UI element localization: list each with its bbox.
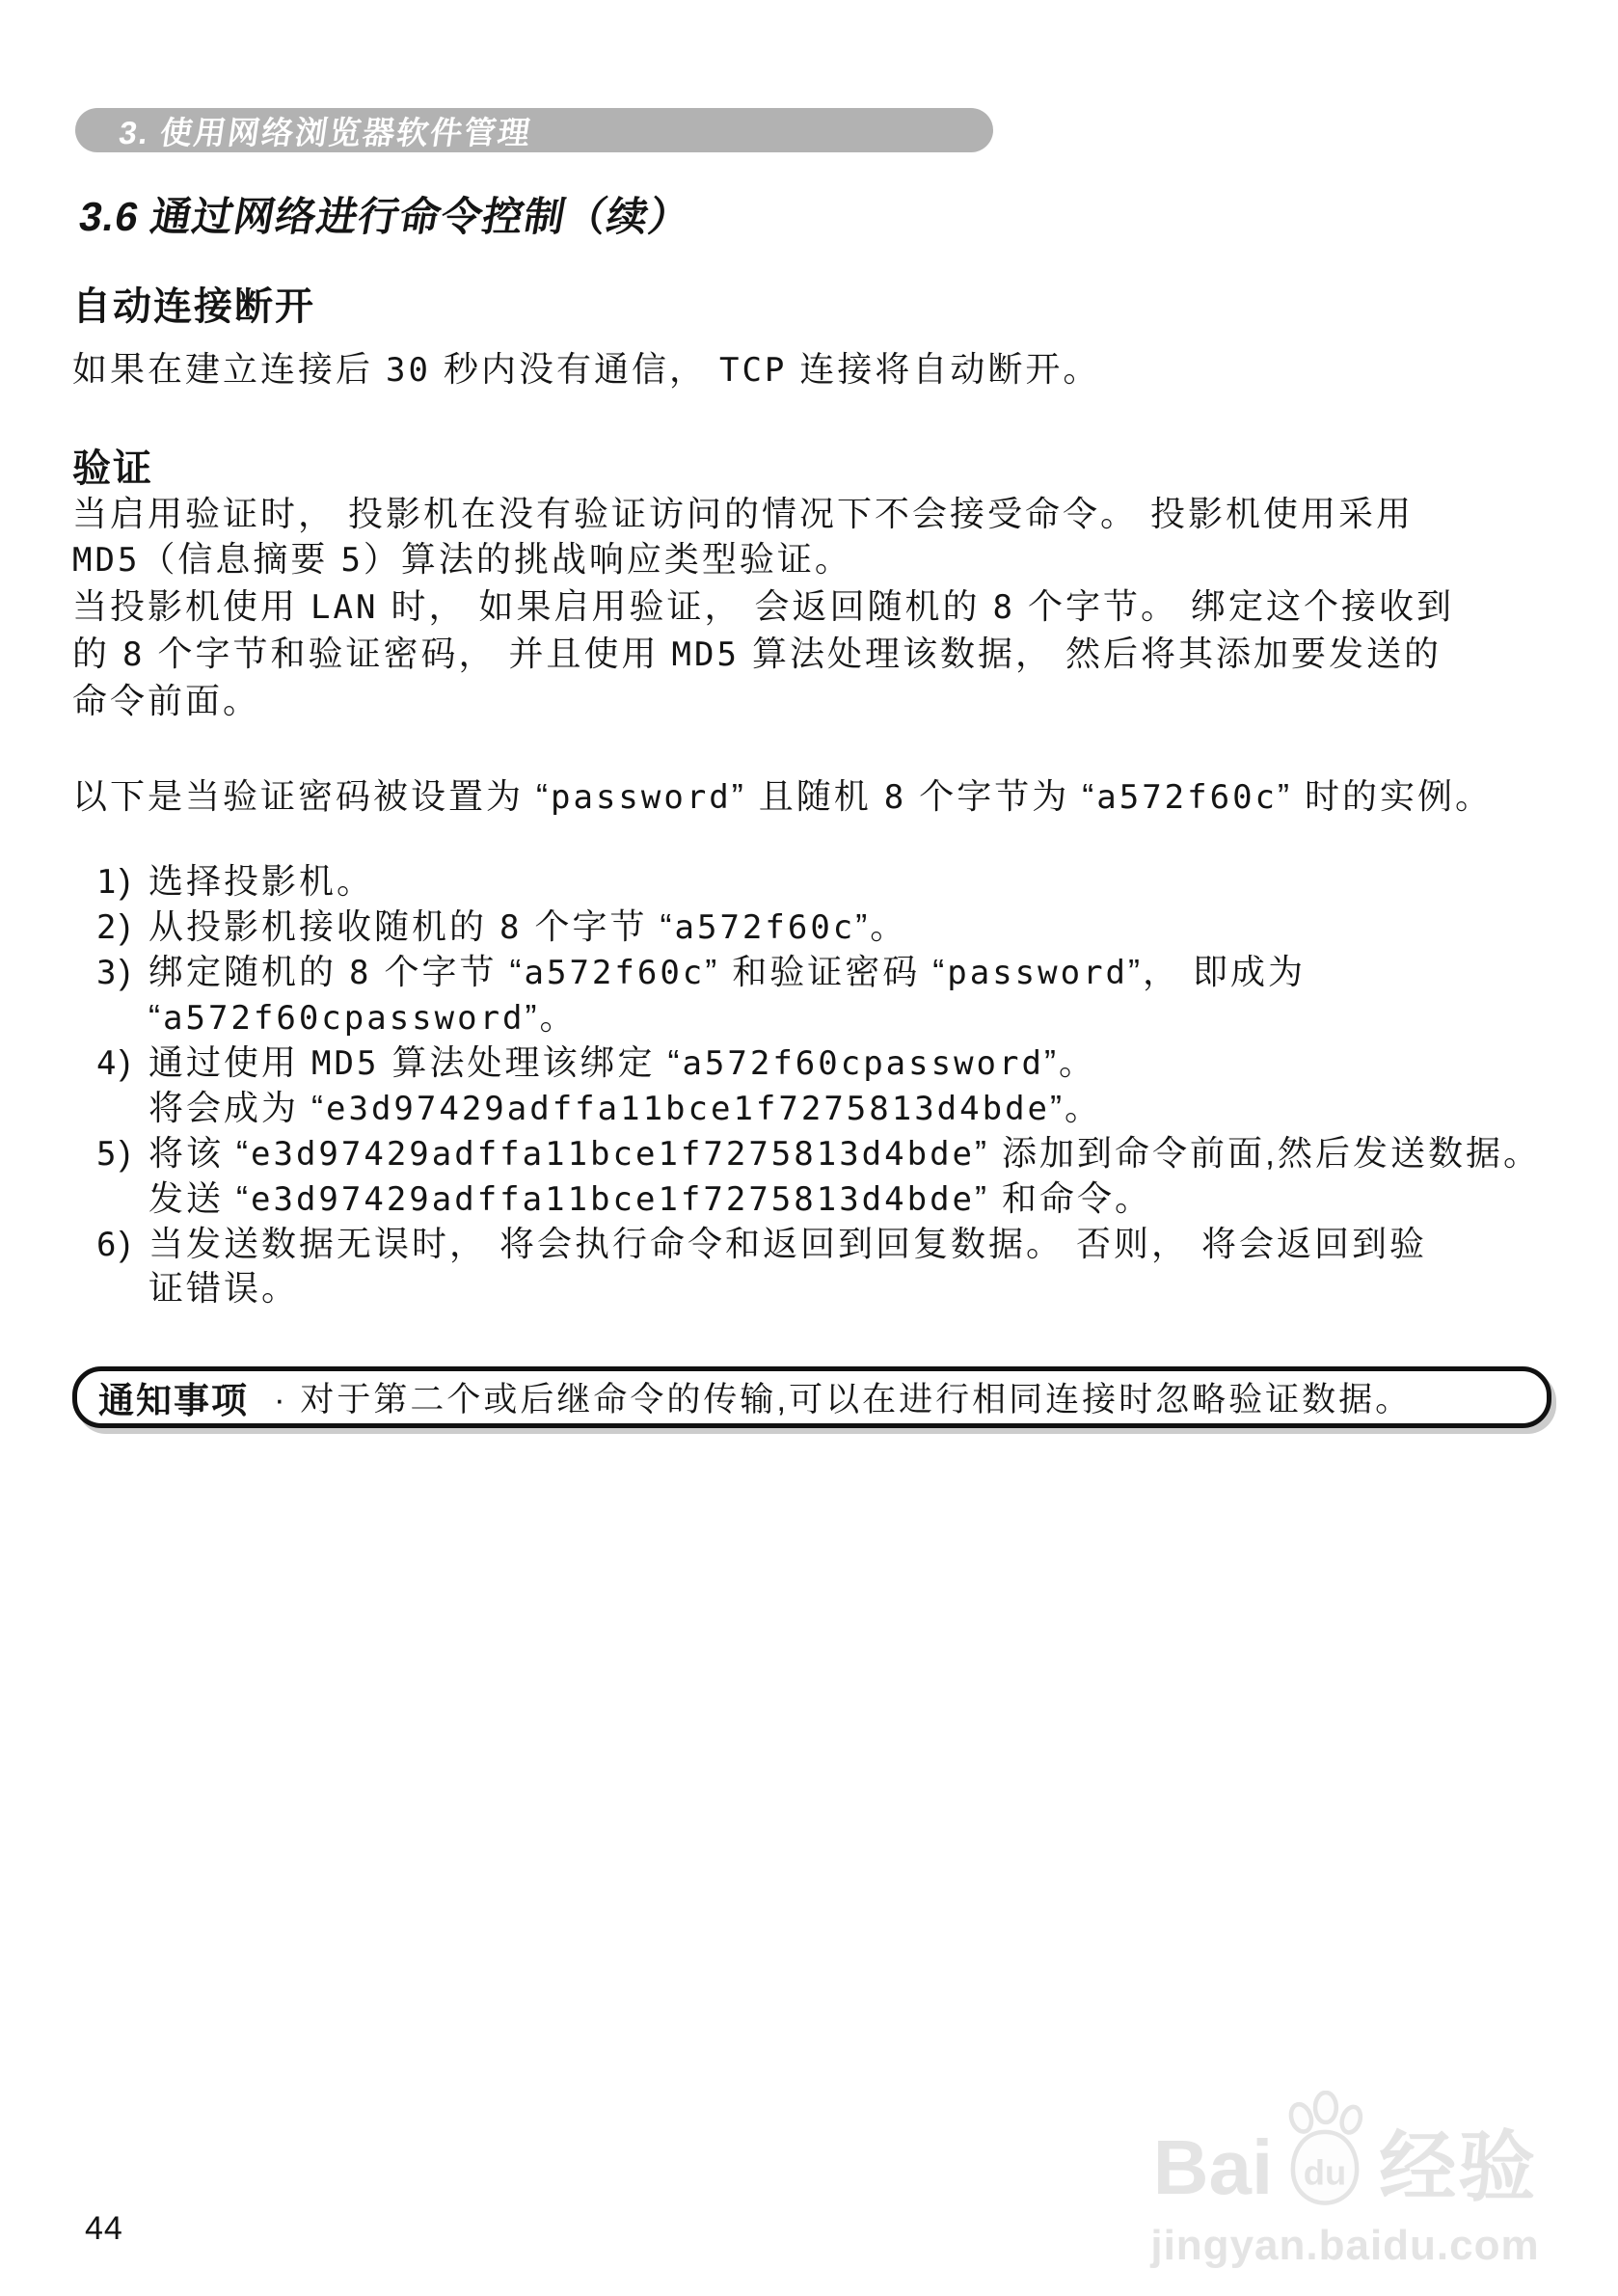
list-item: [96, 1040, 1577, 1131]
notice-box: [72, 1366, 1551, 1428]
content-blocks: [72, 284, 1577, 1428]
text-line: 如果在建立连接后 30 秒内没有通信， TCP 连接将自动断开。: [72, 349, 1101, 390]
text-line: 以下是当验证密码被设置为 “password” 且随机 8 个字节为 “a572f60c” 时的实例。: [72, 776, 1494, 817]
list-item-number: 5): [96, 1133, 134, 1174]
baidu-paw-icon: [1277, 2091, 1373, 2210]
section-title: 3.6 通过网络进行命令控制（续）: [75, 194, 695, 239]
numbered-list: [72, 859, 1577, 1310]
list-item-text: [148, 1040, 1102, 1131]
list-item-text: [148, 1131, 1541, 1222]
text-line: 从投影机接收随机的 8 个字节 “a572f60c”。: [148, 906, 908, 947]
text-line: 发送 “e3d97429adffa11bce1f7275813d4bde” 和命令。: [148, 1178, 1153, 1219]
chapter-header-text: 3. 使用网络浏览器软件管理: [117, 114, 535, 150]
baidu-jingyan-watermark: [1143, 2091, 1548, 2270]
paragraph: [72, 491, 1577, 723]
list-item-number: 2): [96, 906, 134, 947]
notice-text: · 对于第二个或后继命令的传输,可以在进行相同连接时忽略验证数据。: [274, 1381, 1413, 1418]
text-line: 证错误。: [148, 1268, 300, 1308]
watermark-du-text: du: [1304, 2152, 1347, 2193]
text-line: 绑定随机的 8 个字节 “a572f60c” 和验证密码 “password”， 即成为: [148, 952, 1307, 992]
list-item-number: 4): [96, 1042, 134, 1083]
section-heading: 自动连接断开: [72, 285, 315, 328]
list-item: [96, 905, 1577, 950]
list-item: [96, 1222, 1577, 1310]
text-line: 将该 “e3d97429adffa11bce1f7275813d4bde” 添加到命令前面,然后发送数据。: [148, 1133, 1542, 1174]
text-line: 当投影机使用 LAN 时， 如果启用验证， 会返回随机的 8 个字节。 绑定这个接收到: [72, 586, 1454, 627]
text-line: 通过使用 MD5 算法处理该绑定 “a572f60cpassword”。: [148, 1042, 1096, 1083]
text-line: 的 8 个字节和验证密码， 并且使用 MD5 算法处理该数据， 然后将其添加要发送的: [72, 634, 1442, 674]
text-line: 选择投影机。: [148, 861, 375, 901]
text-line: 当启用验证时， 投影机在没有验证访问的情况下不会接受命令。 投影机使用采用: [72, 494, 1415, 533]
list-item-text: [148, 950, 1306, 1040]
text-line: “a572f60cpassword”。: [148, 997, 578, 1038]
list-item-text: [148, 1222, 1427, 1310]
section-heading: 验证: [72, 447, 153, 490]
list-item-text: [148, 859, 374, 905]
watermark-jingyan-text: 经验: [1379, 2124, 1538, 2210]
list-item-number: 3): [96, 952, 134, 992]
watermark-logo-row: [1143, 2091, 1548, 2210]
text-line: 当发送数据无误时， 将会执行命令和返回到回复数据。 否则， 将会返回到验: [148, 1224, 1428, 1263]
watermark-url: jingyan.baidu.com: [1150, 2222, 1540, 2269]
list-item: [96, 950, 1577, 1040]
chapter-header-bar: [75, 108, 993, 152]
list-item-number: 1): [96, 861, 134, 902]
text-line: 命令前面。: [72, 681, 261, 720]
list-item: [96, 859, 1577, 905]
notice-label: 通知事项: [98, 1381, 249, 1420]
paragraph: [72, 346, 1577, 393]
list-item-text: [148, 905, 907, 950]
text-line: MD5（信息摘要 5）算法的挑战响应类型验证。: [72, 539, 852, 580]
watermark-bai-text: Bai: [1152, 2124, 1274, 2210]
list-item: [96, 1131, 1577, 1222]
page-number: 44: [85, 2210, 123, 2247]
text-line: 将会成为 “e3d97429adffa11bce1f7275813d4bde”。: [148, 1088, 1103, 1128]
list-item-number: 6): [96, 1224, 134, 1264]
paragraph: [72, 773, 1577, 821]
